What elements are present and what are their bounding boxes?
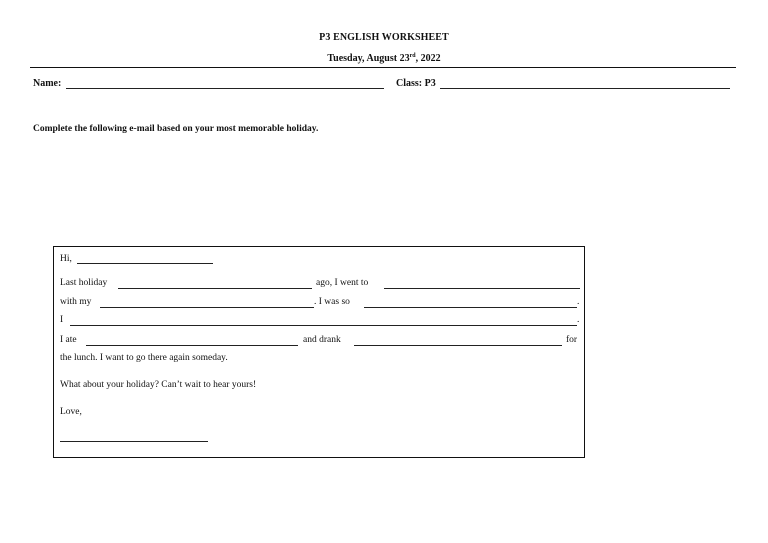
line6-text: What about your holiday? Can’t wait to hear yours!	[60, 380, 257, 390]
date-year: , 2022	[415, 53, 441, 64]
drink-blank[interactable]	[354, 345, 562, 346]
class-label: Class: P3	[396, 78, 436, 89]
line2-text-a: with my	[60, 297, 92, 307]
signature-blank[interactable]	[60, 441, 208, 442]
food-blank[interactable]	[86, 345, 298, 346]
recipient-blank[interactable]	[77, 263, 213, 264]
holiday-time-blank[interactable]	[118, 288, 312, 289]
activity-blank[interactable]	[70, 325, 577, 326]
line2-text-b: . I was so	[314, 297, 350, 307]
name-label: Name:	[33, 78, 62, 89]
email-closing: Love,	[60, 407, 82, 417]
date-prefix: Tuesday, August 23	[327, 53, 410, 64]
date-ordinal-suffix: rd	[409, 53, 416, 59]
destination-blank[interactable]	[384, 288, 580, 289]
line4-text-a: I ate	[60, 335, 77, 345]
line3-period: .	[577, 315, 580, 325]
header-divider	[30, 67, 736, 68]
line1-text-b: ago, I went to	[316, 278, 369, 288]
line2-period: .	[577, 297, 580, 307]
line4-text-b: and drank	[303, 335, 341, 345]
worksheet-date	[0, 53, 768, 64]
line4-text-c: for	[566, 335, 578, 345]
email-greeting: Hi,	[60, 254, 72, 264]
line1-text-a: Last holiday	[60, 278, 108, 288]
line3-text-a: I	[60, 315, 64, 325]
name-field[interactable]	[66, 88, 384, 89]
companion-blank[interactable]	[100, 307, 314, 308]
worksheet-title: P3 ENGLISH WORKSHEET	[319, 32, 449, 43]
instruction-text: Complete the following e-mail based on your most memorable holiday.	[33, 124, 319, 134]
feeling-blank[interactable]	[364, 307, 577, 308]
class-field[interactable]	[440, 88, 730, 89]
line5-text: the lunch. I want to go there again someday.	[60, 353, 228, 363]
